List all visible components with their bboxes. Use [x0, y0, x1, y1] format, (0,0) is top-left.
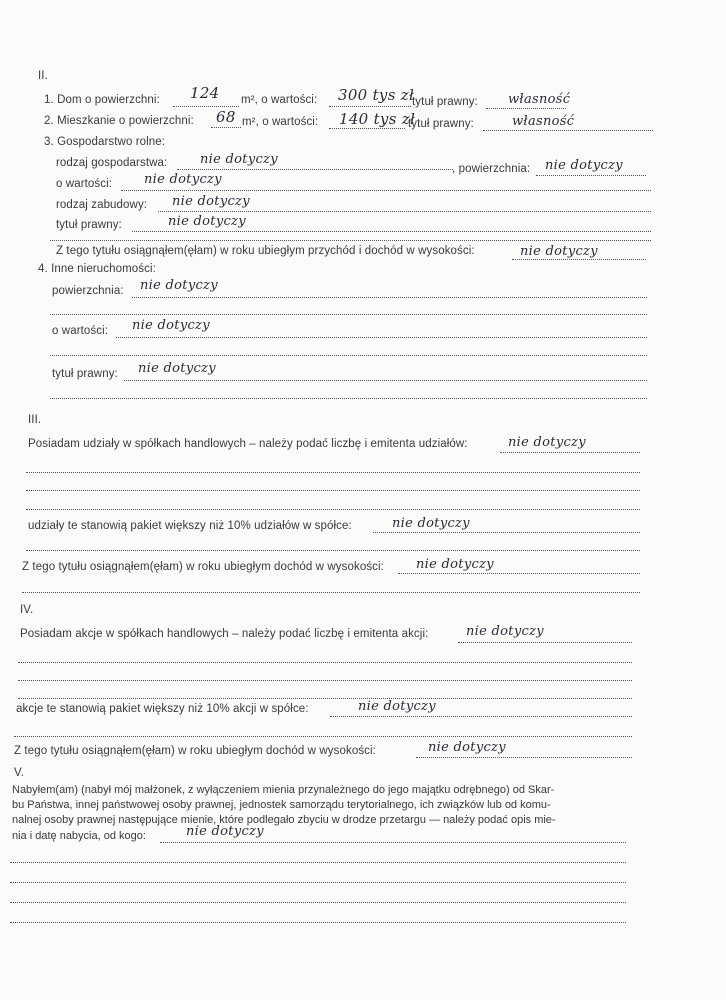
dom-title-line [486, 108, 566, 109]
inne-tytul-value: nie dotyczy [138, 361, 216, 376]
dom-area-value: 124 [190, 84, 220, 102]
akcje-extra-line-2 [18, 680, 632, 681]
wartosci-line [121, 190, 651, 191]
section-iv-heading: IV. [20, 604, 34, 616]
akcje-dochod-line [416, 757, 632, 758]
rodzaj-value: nie dotyczy [200, 152, 278, 167]
rodzaj-line [177, 169, 453, 170]
nabycie-extra-line-3 [10, 902, 626, 903]
mieszkanie-area-value: 68 [216, 108, 236, 126]
udzialy-pakiet-extra-line [26, 550, 640, 551]
section-iii-heading: III. [28, 414, 42, 426]
zabudowy-value: nie dotyczy [172, 194, 250, 209]
dom-value: 300 tys zł [338, 86, 415, 104]
udzialy-pakiet-value: nie dotyczy [392, 516, 470, 531]
tytul-value: nie dotyczy [168, 214, 246, 229]
udzialy-dochod-line [398, 573, 640, 574]
udzialy-extra-line-2 [26, 490, 640, 491]
mieszkanie-area-line [211, 127, 241, 128]
inne-pow-value: nie dotyczy [140, 278, 218, 293]
dom-title-value: własność [508, 92, 571, 107]
udzialy-dochod-extra-line [22, 592, 640, 593]
udzialy-pakiet-label: udziały te stanowią pakiet większy niż 10% udziałów w spółce: [28, 520, 352, 532]
powierzchnia-label: , powierzchnia: [452, 163, 531, 175]
inne-tytul-line [124, 380, 647, 381]
powierzchnia-line [536, 175, 646, 176]
akcje-dochod-value: nie dotyczy [428, 740, 506, 755]
rodzaj-label: rodzaj gospodarstwa: [56, 157, 168, 169]
nabycie-value: nie dotyczy [186, 824, 264, 839]
inne-wart-label: o wartości: [52, 325, 109, 337]
nabycie-text-line-1: Nabyłem(am) (nabył mój małżonek, z wyłączeniem mienia przynależnego do jego majątku odrębnego) od Skar- [12, 784, 555, 796]
udzialy-dochod-label: Z tego tytułu osiągnąłem(ęłam) w roku ubiegłym dochód w wysokości: [22, 561, 384, 573]
wartosci-value: nie dotyczy [144, 172, 222, 187]
inne-label: 4. Inne nieruchomości: [38, 263, 156, 275]
nabycie-extra-line-4 [10, 922, 626, 923]
mieszkanie-title-line [483, 130, 653, 131]
gospodarstwo-dochod-value: nie dotyczy [520, 244, 598, 259]
gospodarstwo-dochod-line [512, 259, 646, 260]
inne-tytul-extra-line [50, 398, 647, 399]
udzialy-label: Posiadam udziały w spółkach handlowych – należy podać liczbę i emitenta udziałów: [28, 438, 468, 450]
akcje-pakiet-line [330, 716, 632, 717]
akcje-pakiet-label: akcje te stanowią pakiet większy niż 10% akcji w spółce: [16, 703, 309, 715]
dom-value-line [329, 106, 411, 107]
mieszkanie-title-value: własność [512, 114, 575, 129]
gospodarstwo-label: 3. Gospodarstwo rolne: [44, 136, 166, 148]
mieszkanie-value-line [329, 128, 405, 129]
dom-unit-label: m², o wartości: [241, 94, 318, 106]
section-v-heading: V. [14, 767, 25, 779]
nabycie-text-line-4: nia i datę nabycia, od kogo: [12, 830, 146, 842]
inne-wart-extra-line [50, 355, 647, 356]
inne-pow-extra-line [50, 314, 647, 315]
udzialy-line [500, 452, 640, 453]
akcje-dochod-label: Z tego tytułu osiągnąłem(ęłam) w roku ubiegłym dochód w wysokości: [14, 745, 376, 757]
akcje-line [458, 642, 632, 643]
section-ii-heading: II. [38, 70, 48, 82]
inne-pow-line [132, 297, 647, 298]
akcje-pakiet-value: nie dotyczy [358, 699, 436, 714]
akcje-label: Posiadam akcje w spółkach handlowych – należy podać liczbę i emitenta akcji: [20, 628, 429, 640]
gospodarstwo-dochod-label: Z tego tytułu osiągnąłem(ęłam) w roku ubiegłym przychód i dochód w wysokości: [56, 245, 475, 257]
inne-pow-label: powierzchnia: [52, 285, 124, 297]
dom-area-line [173, 106, 239, 107]
wartosci-label: o wartości: [56, 178, 113, 190]
udzialy-pakiet-line [373, 532, 640, 533]
mieszkanie-value: 140 tys zł [339, 110, 416, 128]
mieszkanie-title-label: tytuł prawny: [408, 118, 474, 130]
udzialy-extra-line-3 [26, 509, 640, 510]
akcje-extra-line-1 [18, 662, 632, 663]
tytul-label: tytuł prawny: [56, 219, 122, 231]
inne-wart-value: nie dotyczy [132, 318, 210, 333]
mieszkanie-unit-label: m², o wartości: [242, 116, 319, 128]
udzialy-extra-line-1 [26, 472, 640, 473]
gospodarstwo-extra-line [50, 240, 651, 241]
akcje-pakiet-extra-line [14, 736, 632, 737]
mieszkanie-label: 2. Mieszkanie o powierzchni: [44, 115, 194, 127]
powierzchnia-value: nie dotyczy [545, 158, 623, 173]
dom-title-label: tytuł prawny: [412, 96, 478, 108]
nabycie-extra-line-1 [10, 862, 626, 863]
nabycie-extra-line-2 [10, 882, 626, 883]
udzialy-dochod-value: nie dotyczy [416, 557, 494, 572]
dom-label: 1. Dom o powierzchni: [44, 94, 160, 106]
zabudowy-label: rodzaj zabudowy: [56, 199, 148, 211]
akcje-value: nie dotyczy [466, 624, 544, 639]
nabycie-line [160, 842, 626, 843]
nabycie-text-line-3: nalnej osoby prawnej następujące mienie, które podlegało zbyciu w drodze przetargu — należy podać opis mie- [12, 814, 556, 826]
inne-tytul-label: tytuł prawny: [52, 368, 118, 380]
akcje-extra-line-3 [18, 698, 632, 699]
tytul-line [132, 231, 651, 232]
zabudowy-line [158, 211, 651, 212]
inne-wart-line [116, 337, 647, 338]
nabycie-text-line-2: bu Państwa, innej państwowej osoby prawnej, jednostek samorządu terytorialnego, ich związków lub od komu- [12, 799, 551, 811]
udzialy-value: nie dotyczy [508, 435, 586, 450]
